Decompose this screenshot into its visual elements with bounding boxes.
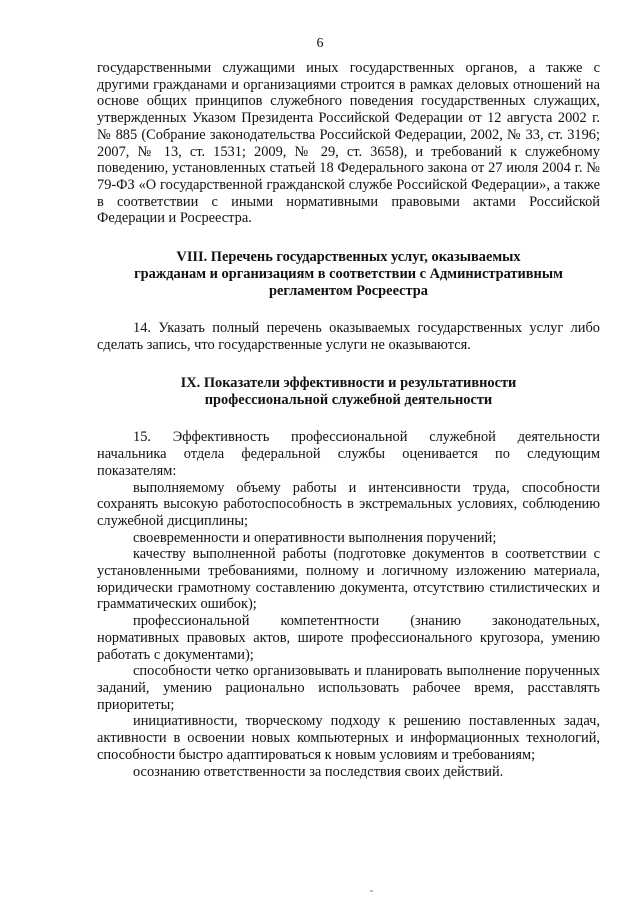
opening-paragraph: государственными служащими иных государственных органов, а также с другими гражданами и организациями строится в рамках деловых отношений на основе общих принципов служебного поведения государственных служащих, утвержденных Указом Президента Российской Федерации от 12 августа 2002 г. № 885 (Собрание законодательства Российской Федерации, 2002, № 33, ст. 3196; 2007, № 13, ст. 1531; 2009, № 29, ст. 3658), и требований к служебному поведению, установленных статьей 18 Федерального закона от 27 июля 2004 г. № 79-ФЗ «О государственной гражданской службе Российской Федерации», а также в соответствии с иными нормативными правовыми актами Российской Федерации и Росреестра.	[97, 60, 600, 227]
page-number: 6	[316, 36, 324, 51]
section-8-heading	[97, 249, 600, 300]
indicator-workload: выполняемому объему работы и интенсивности труда, способности сохранять высокую работоспособность в экстремальных условиях, соблюдению служебной дисциплины;	[97, 479, 600, 529]
section-9-heading	[97, 375, 600, 409]
section-8-title-line-2: гражданам и организациям в соответствии с Административным	[134, 266, 563, 283]
scan-speck	[370, 890, 373, 892]
section-8-title-line-3: регламентом Росреестра	[269, 283, 428, 300]
indicator-quality: качеству выполненной работы (подготовке документов в соответствии с установленными требованиями, полному и логичному изложению материала, юридически грамотному составлению документа, отсутствию стилистических и грамматических ошибок);	[97, 546, 600, 613]
section-9-title-line-2: профессиональной служебной деятельности	[204, 392, 493, 409]
indicator-intro-paragraph: 15. Эффективность профессиональной служебной деятельности начальника отдела федеральной службы оценивается по следующим показателям:	[97, 429, 600, 479]
indicator-planning: способности четко организовывать и планировать выполнение порученных заданий, умению рационально использовать рабочее время, расставлять приоритеты;	[97, 663, 600, 713]
section-8-paragraph: 14. Указать полный перечень оказываемых государственных услуг либо сделать запись, что государственные услуги не оказываются.	[97, 320, 600, 353]
section-8-title-line-1: VIII. Перечень государственных услуг, оказываемых	[176, 249, 521, 266]
section-9-title-line-1: IX. Показатели эффективности и результативности	[180, 375, 517, 392]
document-body	[97, 60, 600, 780]
indicator-initiative: инициативности, творческому подходу к решению поставленных задач, активности в освоении новых компьютерных и информационных технологий, способности быстро адаптироваться к новым условиям и требованиям;	[97, 713, 600, 763]
indicator-responsibility: осознанию ответственности за последствия своих действий.	[133, 763, 504, 780]
indicator-competence: профессиональной компетентности (знанию законодательных, нормативных правовых актов, широте профессионального кругозора, умению работать с документами);	[97, 613, 600, 663]
indicator-timeliness: своевременности и оперативности выполнения поручений;	[133, 529, 497, 546]
